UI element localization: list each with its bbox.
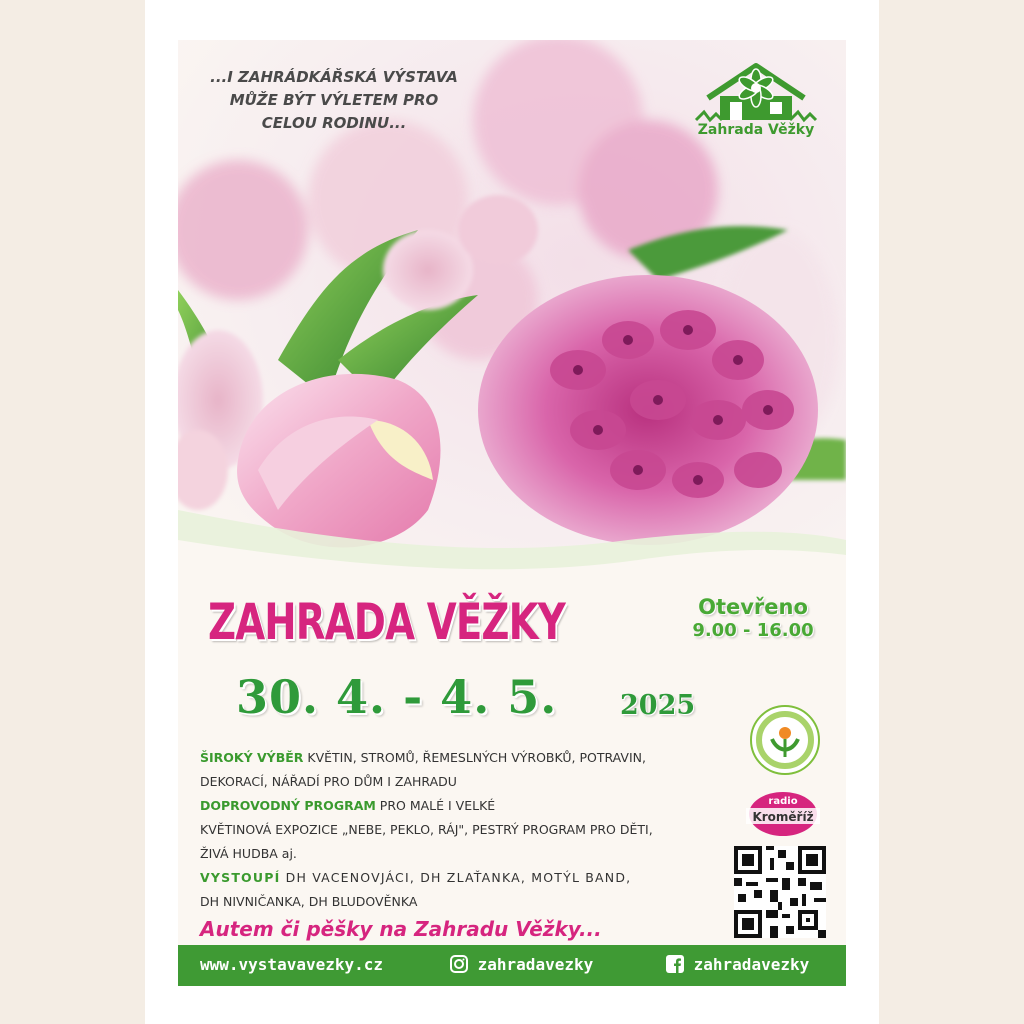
poster xyxy=(178,40,846,986)
slogan: Autem či pěšky na Zahradu Věžky... xyxy=(200,917,602,941)
radio-label: radio xyxy=(768,796,798,807)
info-highlight: VYSTOUPÍ xyxy=(200,870,281,885)
info-line: DEKORACÍ, NÁŘADÍ PRO DŮM I ZAHRADU xyxy=(200,774,457,789)
event-title: ZAHRADA VĚŽKY xyxy=(208,593,565,651)
info-line: KVĚTINOVÁ EXPOZICE „NEBE, PEKLO, RÁJ", PESTRÝ PROGRAM PRO DĚTI, xyxy=(200,822,653,837)
radio-kromeriz-logo xyxy=(744,788,822,840)
info-text: KVĚTIN, STROMŮ, ŘEMESLNÝCH VÝROBKŮ, POTRAVIN, xyxy=(303,750,646,765)
facebook-icon xyxy=(666,955,684,973)
opening-time: 9.00 - 16.00 xyxy=(692,620,814,641)
logo-name: Zahrada Věžky xyxy=(697,122,815,138)
info-text: DH VACENOVJÁCI, DH ZLAŤANKA, MOTÝL BAND, xyxy=(280,870,632,885)
website-link[interactable]: www.vystavavezky.cz xyxy=(200,955,384,974)
info-line xyxy=(200,866,730,890)
footer-bar xyxy=(178,945,846,986)
info-line xyxy=(200,794,730,818)
zahrada-vezky-logo xyxy=(686,58,826,148)
info-line: DH NIVNIČANKA, DH BLUDOVĚNKA xyxy=(200,894,418,909)
info-highlight: DOPROVODNÝ PROGRAM xyxy=(200,798,376,813)
tagline-line: CELOU RODINU... xyxy=(261,114,407,132)
partner-badge-icon xyxy=(750,705,820,775)
facebook-handle: zahradavezky xyxy=(693,955,810,974)
qr-code-icon[interactable] xyxy=(734,846,826,938)
instagram-icon xyxy=(450,955,468,973)
info-text: PRO MALÉ I VELKÉ xyxy=(375,798,496,813)
tagline xyxy=(204,66,464,135)
house-flower-logo-icon xyxy=(686,58,826,124)
radio-name: Kroměříž xyxy=(752,810,814,824)
info-highlight: ŠIROKÝ VÝBĚR xyxy=(200,750,304,765)
info-line xyxy=(200,746,730,770)
radio-logo-icon xyxy=(744,788,822,840)
program-info xyxy=(200,746,730,914)
event-dates: 30. 4. - 4. 5. xyxy=(236,670,558,724)
facebook-link[interactable] xyxy=(666,955,809,974)
instagram-link[interactable] xyxy=(450,955,593,974)
opening-label: Otevřeno xyxy=(698,595,808,619)
tagline-line: MŮŽE BÝT VÝLETEM PRO xyxy=(229,91,439,109)
opening-hours xyxy=(678,594,828,642)
info-line: ŽIVÁ HUDBA aj. xyxy=(200,846,297,861)
event-year: 2025 xyxy=(620,690,696,721)
instagram-handle: zahradavezky xyxy=(477,955,594,974)
tagline-line: ...I ZAHRÁDKÁŘSKÁ VÝSTAVA xyxy=(210,68,458,86)
